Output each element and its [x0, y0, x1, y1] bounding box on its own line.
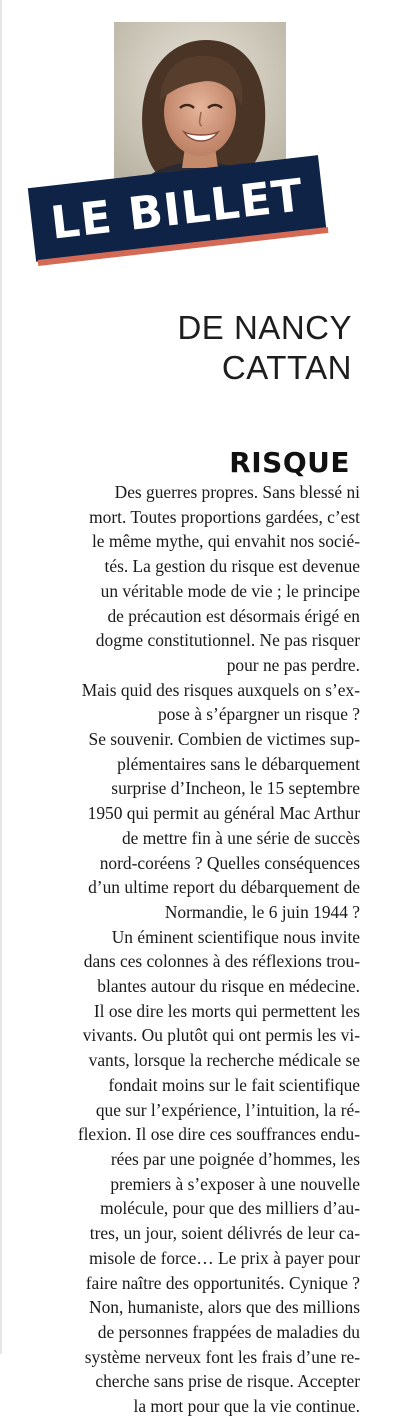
article-body-line: tés. La gestion du risque est devenue: [104, 556, 360, 577]
article-body-line: que sur l’expérience, l’intuition, la ré-: [95, 1099, 360, 1120]
column-divider: [0, 0, 2, 1354]
article-body-line: flexion. Il ose dire ces souffrances endu-: [77, 1124, 360, 1145]
banner-label: LE BILLET: [47, 167, 307, 250]
article-body-line: vants, lorsque la recherche médicale se: [88, 1050, 360, 1071]
article-body-line: cherche sans prise de risque. Accepter: [95, 1371, 360, 1392]
author-line-2: CATTAN: [221, 349, 352, 386]
article-body-line: système nerveux font les frais d’une re-: [84, 1346, 360, 1367]
article-body-line: la mort pour que la vie continue.: [133, 1396, 360, 1417]
author-line-1: DE NANCY: [177, 309, 352, 346]
article-title: RISQUE: [229, 446, 350, 479]
article-body-line: un véritable mode de vie ; le principe: [100, 580, 360, 601]
article-body-line: Un éminent scientifique nous invite: [111, 926, 360, 947]
article-body-line: de précaution est désormais érigé en: [107, 605, 360, 626]
article-body-line: dans ces colonnes à des réflexions trou-: [83, 951, 360, 972]
article-body-line: Non, humaniste, alors que des millions: [89, 1297, 360, 1318]
article-body-line: dogme constitutionnel. Ne pas risquer: [95, 630, 360, 651]
article-body-line: Normandie, le 6 juin 1944 ?: [164, 901, 360, 922]
article-body-line: de personnes frappées de maladies du: [97, 1321, 360, 1342]
article-body-line: vivants. Ou plutôt qui ont permis les vi-: [82, 1025, 360, 1046]
article-body-line: tres, un jour, soient délivrés de leur ca-: [89, 1223, 360, 1244]
article-body-line: Mais quid des risques auxquels on s’ex-: [81, 679, 360, 700]
article-body-line: molécule, pour que des milliers d’au-: [100, 1198, 360, 1219]
article-body-line: premiers à s’exposer à une nouvelle: [110, 1173, 360, 1194]
author-byline: [177, 308, 352, 388]
article-body: [18, 480, 360, 1419]
article-body-line: nord-coréens ? Quelles conséquences: [99, 852, 360, 873]
article-body-line: 1950 qui permit au général Mac Arthur: [87, 803, 360, 824]
article-body-line: pose à s’épargner un risque ?: [157, 704, 360, 725]
article-body-line: fondait moins sur le fait scientifique: [108, 1074, 360, 1095]
banner: [28, 167, 338, 296]
article-body-line: plémentaires sans le débarquement: [117, 753, 360, 774]
article-body-line: misole de force… Le prix à payer pour: [89, 1247, 360, 1268]
article-body-line: Il ose dire les morts qui permettent les: [93, 1000, 360, 1021]
article-body-line: blantes autour du risque en médecine.: [97, 976, 360, 997]
article-body-line: surprise d’Incheon, le 15 septembre: [111, 778, 360, 799]
article-body-line: pour ne pas perdre.: [226, 654, 360, 675]
article-body-line: rées par une poignée d’hommes, les: [110, 1148, 360, 1169]
article-body-line: d’un ultime report du débarquement de: [88, 877, 360, 898]
article-body-line: de mettre fin à une série de succès: [121, 827, 360, 848]
article-body-line: Se souvenir. Combien de victimes sup-: [88, 729, 360, 750]
article-body-line: Des guerres propres. Sans blessé ni: [114, 482, 360, 502]
article-body-line: mort. Toutes proportions gardées, c’est: [89, 506, 360, 527]
article-body-line: le même mythe, qui envahit nos socié-: [91, 531, 360, 552]
article-body-line: faire naître des opportunités. Cynique ?: [85, 1272, 360, 1293]
